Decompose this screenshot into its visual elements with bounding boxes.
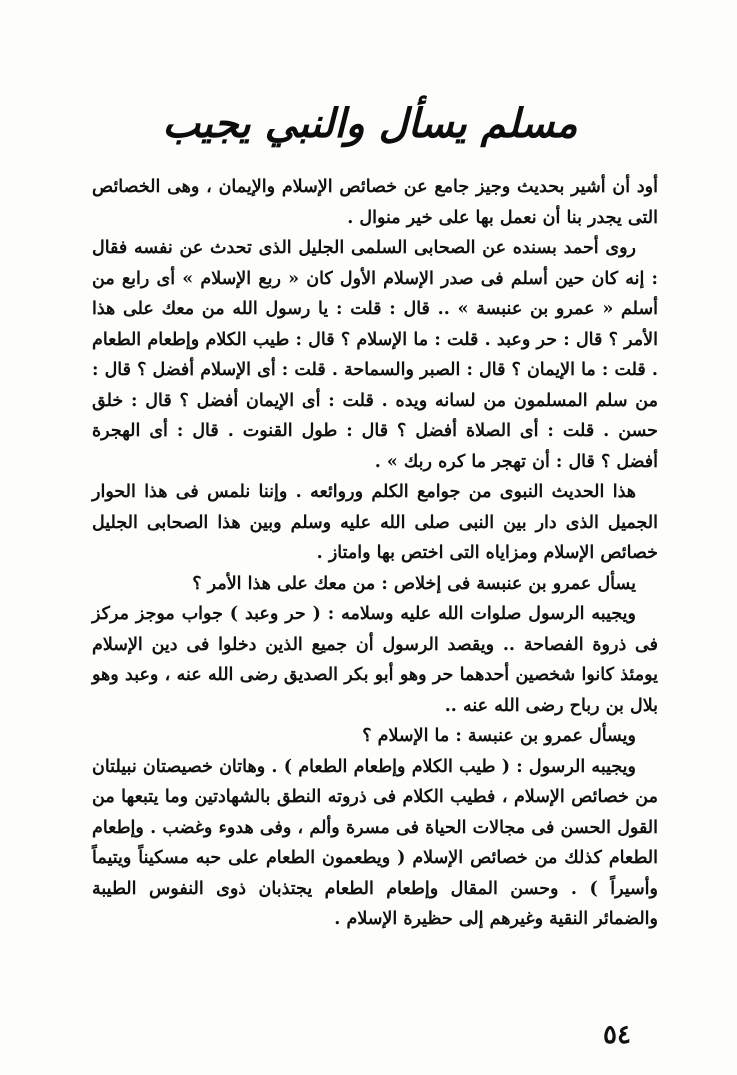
body-text xyxy=(92,172,658,935)
paragraph-hadith: روى أحمد بسنده عن الصحابى السلمى الجليل الذى تحدث عن نفسه فقال : إنه كان حين أسلم فى صدر الإسلام الأول كان « ربع الإسلام » أى رابع من أسلم « عمرو بن عنبسة » .. قال : قلت : يا رسول الله من معك على هذا الأمر ؟ قال : حر وعبد . قلت : ما الإسلام ؟ قال : طيب الكلام وإطعام الطعام . قلت : ما الإيمان ؟ قال : الصبر والسماحة . قلت : أى الإسلام أفضل ؟ قال : من سلم المسلمون من لسانه ويده . قلت : أى الإيمان أفضل ؟ قال : خلق حسن . قلت : أى الصلاة أفضل ؟ قال : طول القنوت . قال : أى الهجرة أفضل ؟ قال : أن تهجر ما كره ربك » . xyxy=(92,238,658,472)
paragraph-intro: أود أن أشير بحديث وجيز جامع عن خصائص الإسلام والإيمان ، وهى الخصائص التى يجدر بنا أن نعمل بها على خير منوال . xyxy=(92,177,658,228)
paragraph-answer-2: ويجيبه الرسول : ( طيب الكلام وإطعام الطعام ) . وهاتان خصيصتان نبيلتان من خصائص الإسلام ، فطيب الكلام فى ذروته النطق بالشهادتين وما يتبعها من القول الحسن فى مجالات الحياة فى مسرة وألم ، وفى هدوء وغضب . وإطعام الطعام كذلك من خصائص الإسلام ( ويطعمون الطعام على حبه مسكيناً ويتيماً وأسيراً ) . وحسن المقال وإطعام الطعام يجتذبان ذوى النفوس الطيبة والضمائر النقية وغيرهم إلى حظيرة الإسلام . xyxy=(92,756,658,929)
paragraph-question-1: يسأل عمرو بن عنبسة فى إخلاص : من معك على هذا الأمر ؟ xyxy=(192,573,636,594)
chapter-title: مسلم يسأل والنبي يجيب xyxy=(162,100,578,147)
paragraph-answer-1: ويجيبه الرسول صلوات الله عليه وسلامه : ( حر وعبد ) جواب موجز مركز فى ذروة الفصاحة .. ويقصد الرسول أن جميع الذين دخلوا فى دين الإسلام يومئذ كانوا شخصين أحدهما حر وهو أبو بكر الصديق رضى الله عنه ، وعبد وهو بلال بن رباح رضى الله عنه .. xyxy=(92,604,658,716)
paragraph-commentary: هذا الحديث النبوى من جوامع الكلم وروائعه . وإننا نلمس فى هذا الحوار الجميل الذى دار بين النبى صلى الله عليه وسلم وبين هذا الصحابى الجليل خصائص الإسلام ومزاياه التى اختص بها وامتاز . xyxy=(92,482,658,563)
page-number: ٥٤ xyxy=(603,1020,631,1050)
paragraph-question-2: ويسأل عمرو بن عنبسة : ما الإسلام ؟ xyxy=(362,726,636,746)
